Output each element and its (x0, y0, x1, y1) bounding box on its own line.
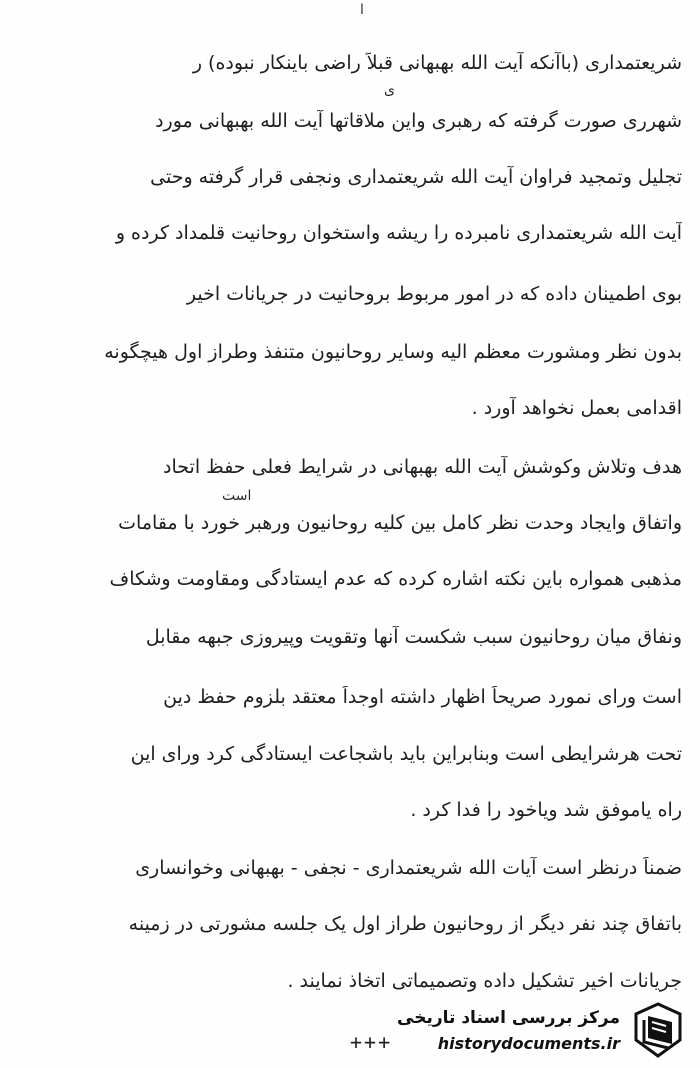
text-line: راه یاموفق شد ویاخود را فدا کرد . (410, 799, 682, 821)
page-footer-mark: +++ (350, 1030, 393, 1054)
text-line: ضمناً درنظر است آیات الله شریعتمداری - نجفی - بهبهانی وخوانساری (135, 857, 682, 879)
text-line: باتفاق چند نفر دیگر از روحانیون طراز اول یک جلسه مشورتی در زمینه (128, 913, 682, 935)
text-line: هدف وتلاش وکوشش آیت الله بهبهانی در شرایط فعلی حفظ اتحاد (163, 456, 682, 478)
watermark (390, 1000, 690, 1060)
watermark-title: مرکز بررسی اسناد تاریخی (397, 1008, 620, 1028)
text-line: تحت هرشرایطی است وبنابراین باید باشجاعت ایستادگی کرد ورای این (130, 743, 682, 765)
line-annotation: است (222, 488, 252, 504)
text-line: واتفاق وایجاد وحدت نظر کامل بین کلیه روحانیون ورهبر خورد با مقامات (118, 512, 682, 534)
text-line: آیت الله شریعتمداری نامبرده را ریشه واستخوان روحانیت قلمداد کرده و (115, 222, 682, 244)
text-line: است ورای نمورد صریحاً اظهار داشته اوجداً معتقد بلزوم حفظ دین (163, 686, 682, 708)
text-line: مذهبی همواره باین نکته اشاره کرده که عدم ایستادگی ومقاومت وشکاف (109, 568, 682, 590)
page-top-mark: ا (360, 2, 364, 18)
text-line: ونفاق میان روحانیون سبب شکست آنها وتقویت وپیروزی جبهه مقابل (145, 626, 682, 648)
text-line: اقدامی بعمل نخواهد آورد . (471, 397, 682, 419)
text-line: تجلیل وتمجید فراوان آیت الله شریعتمداری ونجفی قرار گرفته وحتی (150, 166, 682, 188)
text-line: شهرری صورت گرفته که رهبری واین ملاقاتها آیت الله بهبهانی مورد (155, 110, 682, 132)
watermark-url: historydocuments.ir (437, 1034, 620, 1053)
line-annotation: ی (384, 82, 395, 98)
text-line: جریانات اخیر تشکیل داده وتصمیماتی اتخاذ نمایند . (287, 970, 682, 992)
text-line: بدون نظر ومشورت معظم الیه وسایر روحانیون متنفذ وطراز اول هیچگونه (104, 341, 682, 363)
text-line: بوی اطمینان داده که در امور مربوط بروحانیت در جریانات اخیر (186, 283, 682, 305)
text-line: شریعتمداری (باآنکه آیت الله بهبهانی قبلاً راضی باینکار نبوده) ر (192, 52, 682, 74)
archive-logo-icon (628, 1000, 688, 1060)
